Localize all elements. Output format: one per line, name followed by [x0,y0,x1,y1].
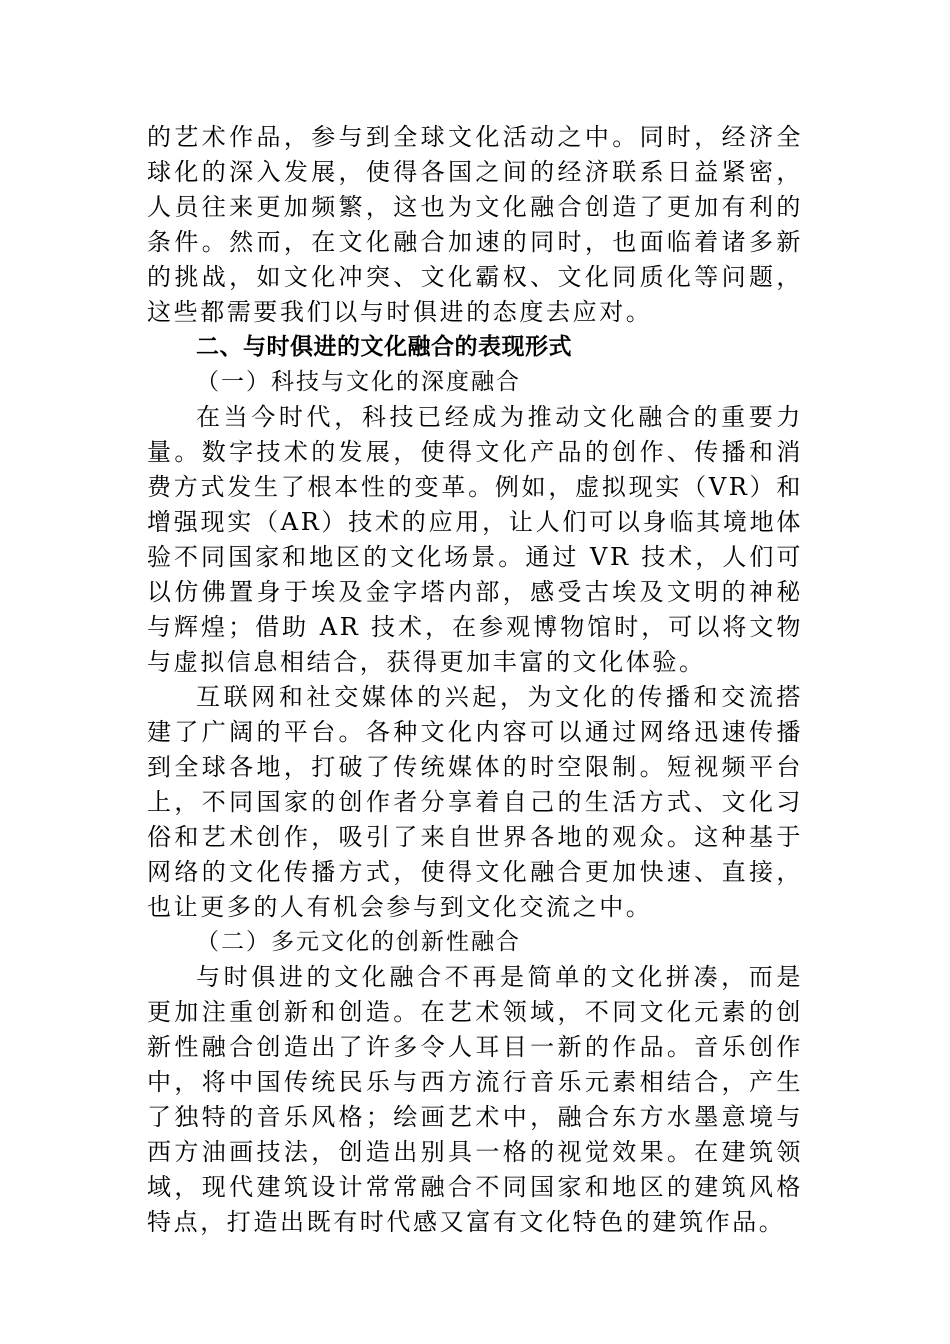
section-heading: 二、与时俱进的文化融合的表现形式 [196,334,572,360]
paragraph-internet-media: 互联网和社交媒体的兴起，为文化的传播和交流搭建了广阔的平台。各种文化内容可以通过网络迅速传播到全球各地，打破了传统媒体的时空限制。短视频平台上，不同国家的创作者分享着自己的生活方式、文化习俗和艺术创作，吸引了来自世界各地的观众。这种基于网络的文化传播方式，使得文化融合更加快速、直接，也让更多的人有机会参与到文化交流之中。 [147,683,803,921]
paragraph-innovation: 与时俱进的文化融合不再是简单的文化拼凑，而是更加注重创新和创造。在艺术领域，不同文化元素的创新性融合创造出了许多令人耳目一新的作品。音乐创作中，将中国传统民乐与西方流行音乐元素相结合，产生了独特的音乐风格；绘画艺术中，融合东方水墨意境与西方油画技法，创造出别具一格的视觉效果。在建筑领域，现代建筑设计常常融合不同国家和地区的建筑风格特点，打造出既有时代感又富有文化特色的建筑作品。 [147,963,803,1236]
subsection-heading-tech-culture: （一）科技与文化的深度融合 [196,369,521,395]
paragraph-tech-culture: 在当今时代，科技已经成为推动文化融合的重要力量。数字技术的发展，使得文化产品的创作、传播和消费方式发生了根本性的变革。例如，虚拟现实（VR）和增强现实（AR）技术的应用，让人们可以身临其境地体验不同国家和地区的文化场景。通过 VR 技术，人们可以仿佛置身于埃及金字塔内部，感受古埃及文明的神秘与辉煌；借助 AR 技术，在参观博物馆时，可以将文物与虚拟信息相结合，获得更加丰富的文化体验。 [147,403,803,676]
subsection-heading-innovation: （二）多元文化的创新性融合 [196,929,521,955]
document-page [147,120,803,1240]
paragraph-continuation: 的艺术作品，参与到全球文化活动之中。同时，经济全球化的深入发展，使得各国之间的经济联系日益紧密，人员往来更加频繁，这也为文化融合创造了更加有利的条件。然而，在文化融合加速的同时，也面临着诸多新的挑战，如文化冲突、文化霸权、文化同质化等问题，这些都需要我们以与时俱进的态度去应对。 [147,123,803,326]
